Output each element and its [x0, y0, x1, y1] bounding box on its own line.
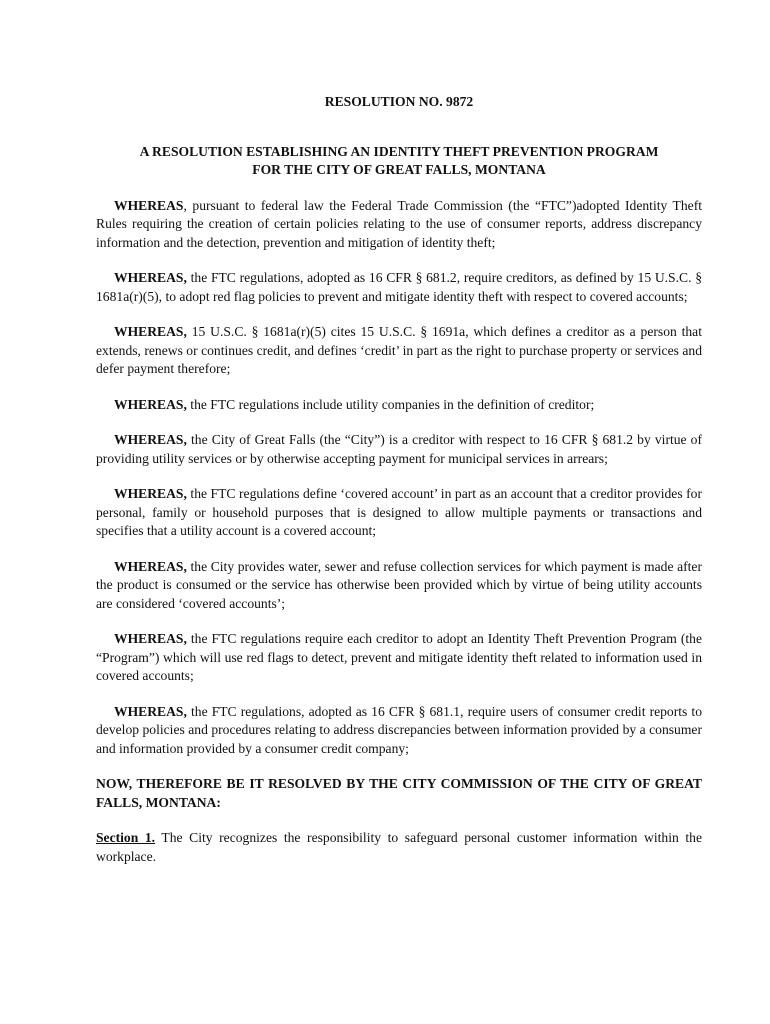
whereas-clause-8 [96, 630, 702, 686]
whereas-clause-3 [96, 323, 702, 379]
section-1 [96, 829, 702, 866]
whereas-clause-1 [96, 197, 702, 253]
whereas-clause-2 [96, 269, 702, 306]
whereas-keyword: WHEREAS, [114, 486, 187, 501]
section-1-text: The City recognizes the responsibility to safeguard personal customer information within the workplace. [96, 830, 702, 864]
resolution-number: RESOLUTION NO. 9872 [324, 94, 474, 109]
whereas-text: the City of Great Falls (the “City”) is a creditor with respect to 16 CFR § 681.2 by virtue of providing utility services or by otherwise accepting payment for municipal services in arrears; [96, 432, 702, 466]
whereas-text: the FTC regulations, adopted as 16 CFR § 681.1, require users of consumer credit reports to develop policies and procedures relating to address discrepancies between information provided by a consumer and information provided by a consumer credit company; [96, 703, 702, 756]
whereas-text: the City provides water, sewer and refuse collection services for which payment is made after the product is consumed or the service has otherwise been provided which by virtue of being utility accounts are considered ‘covered accounts’; [96, 558, 702, 611]
whereas-keyword: WHEREAS, [114, 432, 187, 447]
whereas-clause-6 [96, 485, 702, 541]
whereas-clause-5 [96, 431, 702, 468]
resolution-title [96, 143, 702, 180]
whereas-keyword: WHEREAS, [114, 703, 187, 719]
whereas-keyword: WHEREAS, [114, 631, 187, 646]
whereas-text: 15 U.S.C. § 1681a(r)(5) cites 15 U.S.C. § 1691a, which defines a creditor as a person that extends, renews or continues credit, and defines ‘credit’ in part as the right to purchase property or services and defer payment therefore; [96, 324, 702, 376]
whereas-clause-7 [96, 558, 702, 614]
resolved-clause: NOW, THEREFORE BE IT RESOLVED BY THE CITY COMMISSION OF THE CITY OF GREAT FALLS, MONTANA: [96, 776, 702, 810]
document-page [96, 93, 702, 866]
resolution-title-line-1: A RESOLUTION ESTABLISHING AN IDENTITY THEFT PREVENTION PROGRAM [139, 143, 659, 159]
whereas-keyword: WHEREAS, [114, 558, 187, 574]
whereas-text: , pursuant to federal law the Federal Trade Commission (the “FTC”)adopted Identity Theft Rules requiring the creation of certain policies relating to the use of consumer reports, address discrepancy information and the detection, prevention and mitigation of identity theft; [96, 197, 702, 250]
whereas-clause-9 [96, 703, 702, 759]
whereas-text: the FTC regulations, adopted as 16 CFR § 681.2, require creditors, as defined by 15 U.S.C. § 1681a(r)(5), to adopt red flag policies to prevent and mitigate identity theft with respect to covered accounts; [96, 270, 702, 304]
section-1-label: Section 1. [96, 830, 156, 845]
resolution-title-line-2: FOR THE CITY OF GREAT FALLS, MONTANA [252, 162, 546, 177]
whereas-keyword: WHEREAS [114, 197, 184, 213]
whereas-keyword: WHEREAS, [114, 270, 187, 285]
whereas-text: the FTC regulations define ‘covered account’ in part as an account that a creditor provides for personal, family or household purposes that is designed to allow multiple payments or transactions and specifies that a utility account is a covered account; [96, 486, 702, 538]
whereas-text: the FTC regulations include utility companies in the definition of creditor; [186, 396, 595, 412]
whereas-text: the FTC regulations require each creditor to adopt an Identity Theft Prevention Program (the “Program”) which will use red flags to detect, prevent and mitigate identity theft related to information used in covered accounts; [96, 631, 702, 683]
whereas-clause-4 [96, 396, 702, 415]
whereas-keyword: WHEREAS, [114, 396, 187, 412]
whereas-keyword: WHEREAS, [114, 324, 187, 339]
